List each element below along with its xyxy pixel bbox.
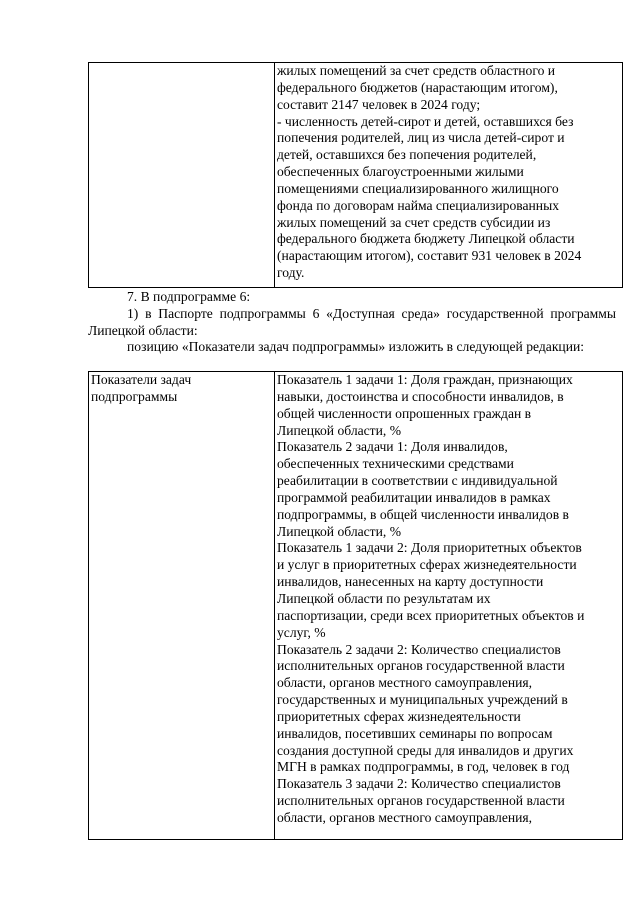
position-paragraph: позицию «Показатели задач подпрограммы» изложить в следующей редакции:: [127, 339, 585, 354]
text-line: инвалидов, посетивших семинары по вопросам: [277, 725, 553, 741]
text-line: исполнительных органов государственной власти: [277, 793, 565, 809]
text-line: паспортизации, среди всех приоритетных объектов и: [277, 607, 585, 623]
text-line: общей численности опрошенных граждан в: [277, 405, 532, 421]
text-line: Липецкой области по результатам их: [277, 590, 491, 606]
text-line: программой реабилитации инвалидов в рамках: [277, 489, 551, 505]
passport-table-continued: [88, 62, 623, 288]
text-line: навыки, достоинства и способности инвалидов, в: [277, 388, 564, 404]
text-line: (нарастающим итогом), составит 931 человек в 2024: [277, 248, 582, 264]
text-line: услуг, %: [277, 624, 326, 640]
text-line: государственных и муниципальных учреждений в: [277, 692, 568, 708]
subitem-paragraph: 1) в Паспорте подпрограммы 6 «Доступная среда» государственной программы Липецкой области:: [88, 306, 616, 338]
text-line: реабилитации в соответствии с индивидуальной: [277, 473, 558, 489]
item-heading: 7. В подпрограмме 6:: [127, 289, 251, 304]
text-line: области, органов местного самоуправления,: [277, 675, 533, 691]
text-line: составит 2147 человек в 2024 году;: [277, 96, 481, 112]
text-line: области, органов местного самоуправления,: [277, 809, 533, 825]
text-line: Липецкой области, %: [277, 422, 402, 438]
text-line: жилых помещений за счет средств субсидии из: [277, 214, 551, 230]
text-line: Липецкой области, %: [277, 523, 402, 539]
text-line: помещениями специализированного жилищного: [277, 180, 559, 196]
text-line: исполнительных органов государственной власти: [277, 658, 565, 674]
text-line: жилых помещений за счет средств областного и: [277, 63, 556, 78]
table-cell-indicator-text: [275, 63, 623, 288]
table-cell-label: [89, 372, 275, 840]
text-line: Показатель 2 задачи 1: Доля инвалидов,: [277, 439, 508, 455]
text-line: подпрограммы: [91, 388, 178, 404]
text-line: Показатель 1 задачи 1: Доля граждан, признающих: [277, 372, 573, 387]
text-line: Показатель 3 задачи 2: Количество специалистов: [277, 776, 561, 792]
text-line: году.: [277, 265, 305, 281]
table-cell-empty: [89, 63, 275, 288]
text-line: федерального бюджета бюджету Липецкой области: [277, 231, 575, 247]
text-line: Показатели задач: [91, 372, 192, 387]
text-line: и услуг в приоритетных сферах жизнедеятельности: [277, 557, 577, 573]
text-line: Показатель 1 задачи 2: Доля приоритетных объектов: [277, 540, 582, 556]
text-line: попечения родителей, лиц из числа детей-сирот и: [277, 130, 565, 146]
text-line: - численность детей-сирот и детей, оставшихся без: [277, 113, 574, 129]
indicators-table: [88, 371, 623, 840]
text-line: обеспеченных техническими средствами: [277, 456, 514, 472]
text-line: создания доступной среды для инвалидов и других: [277, 742, 574, 758]
text-line: подпрограммы, в общей численности инвалидов в: [277, 506, 569, 522]
text-line: фонда по договорам найма специализированных: [277, 197, 560, 213]
text-line: детей, оставшихся без попечения родителей,: [277, 147, 537, 163]
text-line: инвалидов, нанесенных на карту доступности: [277, 574, 544, 590]
text-line: приоритетных сферах жизнедеятельности: [277, 708, 521, 724]
table-row: [89, 372, 623, 840]
text-line: МГН в рамках подпрограммы, в год, человек в год: [277, 759, 570, 775]
text-line: Показатель 2 задачи 2: Количество специалистов: [277, 641, 561, 657]
table-cell-indicators: [275, 372, 623, 840]
text-line: федерального бюджетов (нарастающим итогом),: [277, 79, 558, 95]
text-line: обеспеченных благоустроенными жилыми: [277, 164, 524, 180]
table-row: [89, 63, 623, 288]
